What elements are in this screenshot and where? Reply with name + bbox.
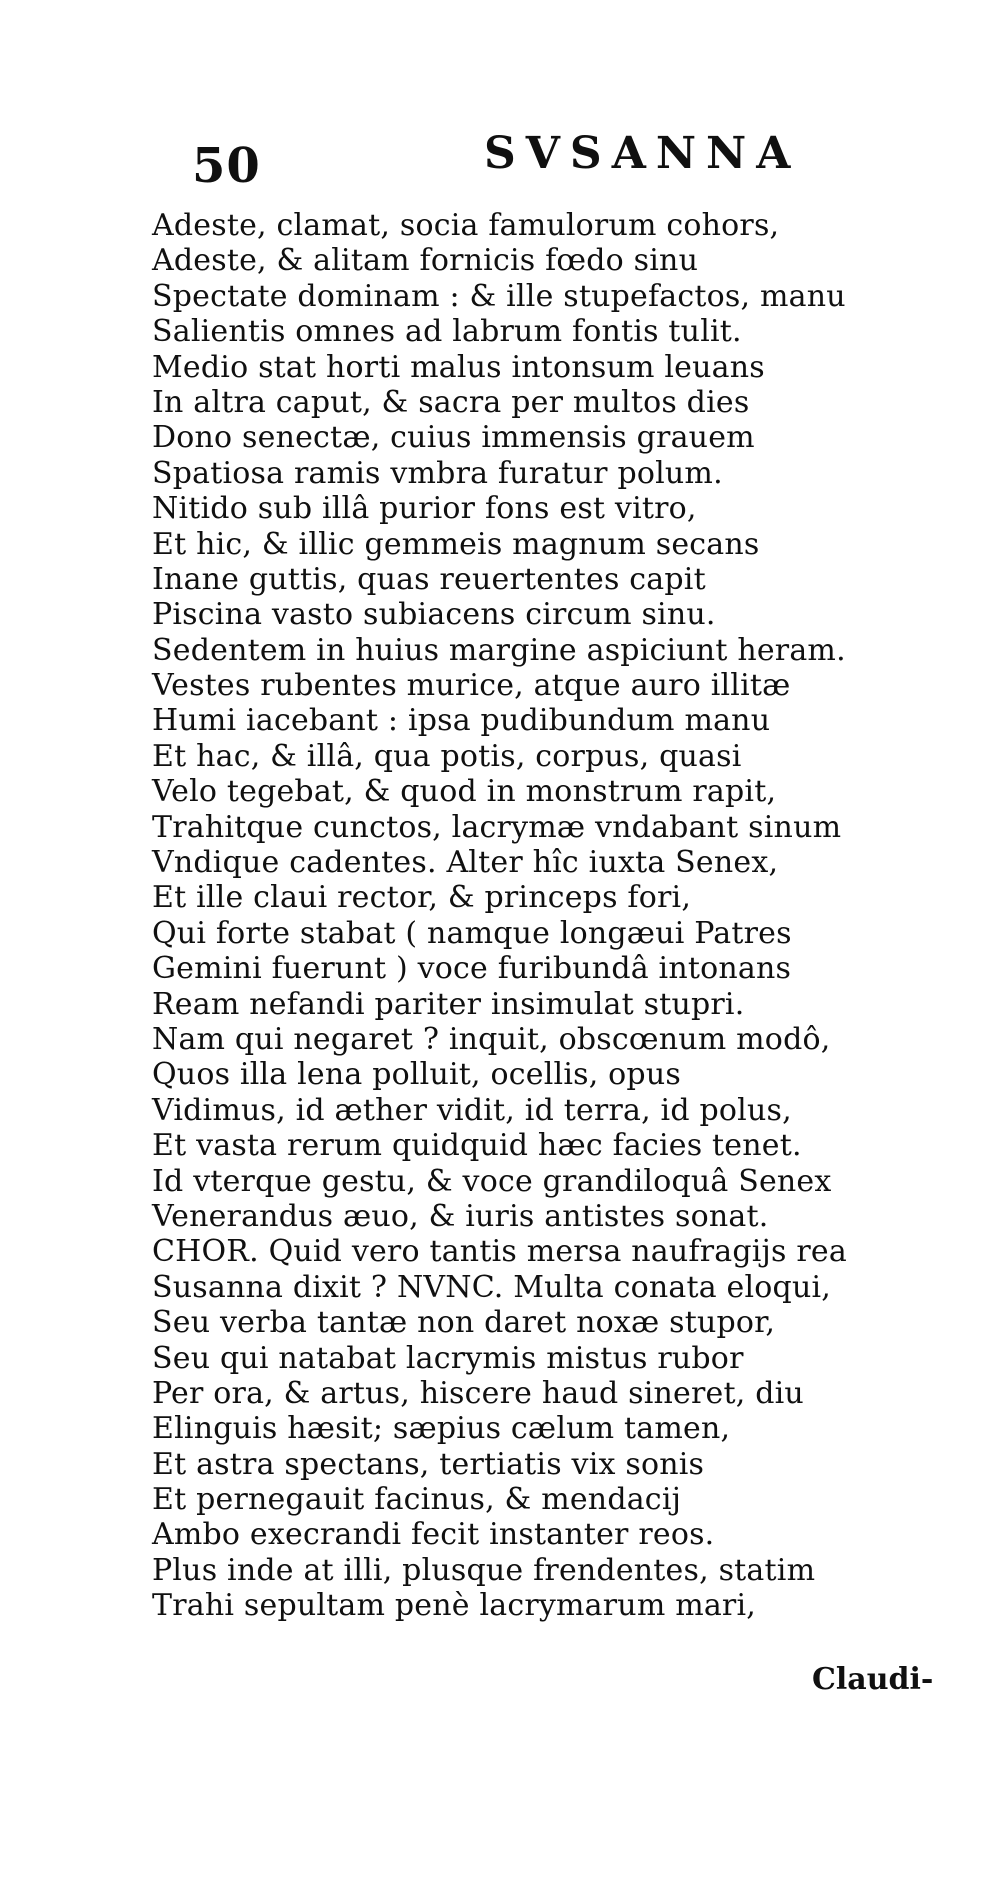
verse-line: Plus inde at illi, plusque frendentes, statim: [152, 1552, 816, 1588]
verse-line: Piscina vasto subiacens circum sinu.: [152, 597, 716, 633]
verse-line: In altra caput, & sacra per multos dies: [152, 384, 750, 420]
verse-line: Spatiosa ramis vmbra furatur polum.: [152, 455, 723, 491]
verse-line: Medio stat horti malus intonsum leuans: [152, 349, 765, 385]
verse-line: Ambo execrandi fecit instanter reos.: [152, 1517, 715, 1553]
verse-line: Et pernegauit facinus, & mendacij: [152, 1482, 682, 1518]
page-header: [0, 118, 1000, 198]
verse-line: Per ora, & artus, hiscere haud sineret, diu: [152, 1375, 804, 1411]
verse-line: Susanna dixit ? NVNC. Multa conata eloqui,: [152, 1269, 831, 1305]
verse-line: Velo tegebat, & quod in monstrum rapit,: [152, 774, 777, 810]
verse-line: Dono senectæ, cuius immensis grauem: [152, 420, 755, 456]
verse-line: Id vterque gestu, & voce grandiloquâ Senex: [152, 1163, 832, 1199]
verse-line: Vidimus, id æther vidit, id terra, id polus,: [152, 1092, 792, 1128]
verse-line: Adeste, & alitam fornicis fœdo sinu: [152, 243, 699, 279]
verse-line: Et hac, & illâ, qua potis, corpus, quasi: [152, 738, 742, 774]
verse-line: Et ille claui rector, & princeps fori,: [152, 880, 692, 916]
verse-line: Trahitque cunctos, lacrymæ vndabant sinum: [152, 809, 842, 845]
verse-line: Quos illa lena polluit, ocellis, opus: [152, 1057, 681, 1093]
page-number: 50: [192, 138, 261, 194]
verse-line: Qui forte stabat ( namque longæui Patres: [152, 915, 792, 951]
verse-line: Et astra spectans, tertiatis vix sonis: [152, 1446, 705, 1482]
verse-line: Elinguis hæsit; sæpius cælum tamen,: [152, 1411, 731, 1447]
verse-line: Adeste, clamat, socia famulorum cohors,: [152, 208, 780, 243]
verse-line: CHOR. Quid vero tantis mersa naufragijs rea: [152, 1234, 847, 1270]
verse-line: Vestes rubentes murice, atque auro illitæ: [152, 668, 791, 704]
verse-line: Humi iacebant : ipsa pudibundum manu: [152, 703, 771, 739]
verse-text: [152, 208, 912, 1624]
verse-line: Seu qui natabat lacrymis mistus rubor: [152, 1340, 744, 1376]
verse-line: Gemini fuerunt ) voce furibundâ intonans: [152, 951, 792, 987]
verse-line: Nitido sub illâ purior fons est vitro,: [152, 491, 697, 527]
verse-line: Ream nefandi pariter insimulat stupri.: [152, 986, 745, 1022]
verse-line: Inane guttis, quas reuertentes capit: [152, 561, 706, 597]
running-head: SVSANNA: [484, 128, 801, 179]
verse-line: Spectate dominam : & ille stupefactos, manu: [152, 278, 846, 314]
verse-line: Et vasta rerum quidquid hæc facies tenet.: [152, 1128, 802, 1164]
verse-line: Venerandus æuo, & iuris antistes sonat.: [152, 1198, 769, 1234]
verse-line: Vndique cadentes. Alter hîc iuxta Senex,: [152, 845, 779, 881]
verse-line: Trahi sepultam penè lacrymarum mari,: [152, 1588, 757, 1624]
verse-line: Nam qui negaret ? inquit, obscœnum modô,: [152, 1021, 831, 1057]
verse-line: Seu verba tantæ non daret noxæ stupor,: [152, 1305, 776, 1341]
verse-line: Salientis omnes ad labrum fontis tulit.: [152, 314, 742, 350]
verse-line: Et hic, & illic gemmeis magnum secans: [152, 526, 760, 562]
catchword: Claudi-: [812, 1662, 934, 1697]
verse-line: Sedentem in huius margine aspiciunt heram.: [152, 632, 846, 668]
